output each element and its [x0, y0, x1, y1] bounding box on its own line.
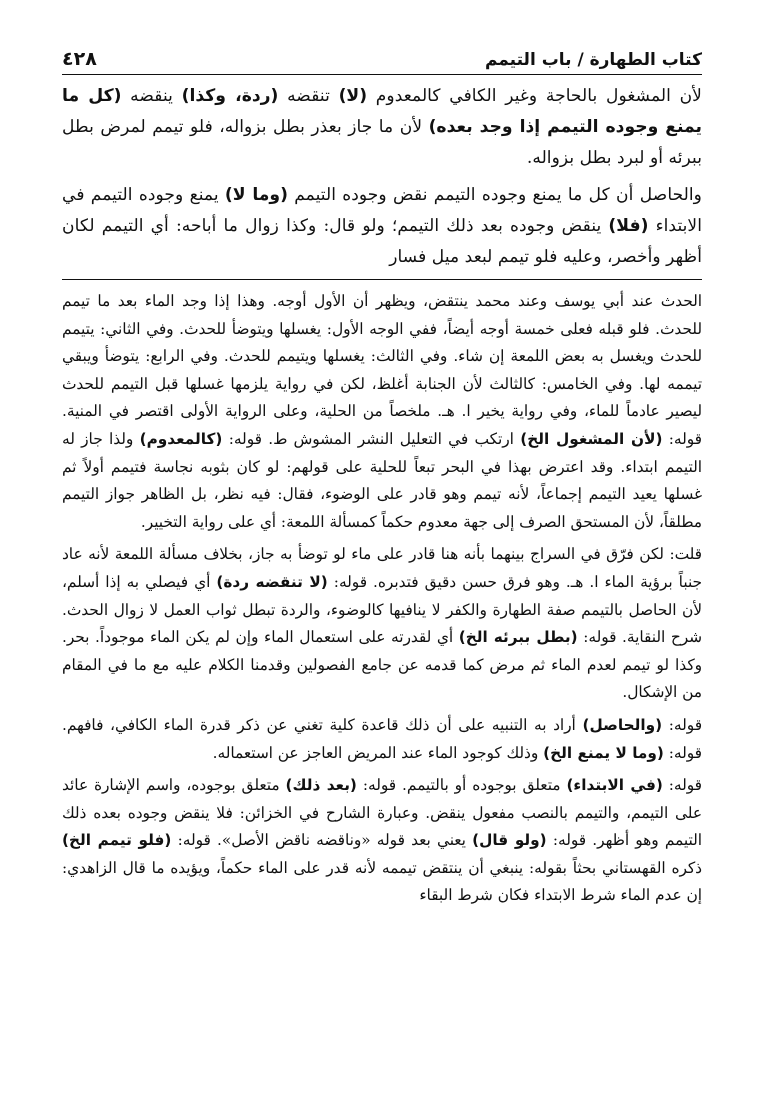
main-paragraph-1	[62, 81, 702, 174]
text-run: لأن المشغول بالحاجة وغير الكافي كالمعدوم	[367, 86, 702, 106]
bold-quoted-term: (لأن المشغول الخ)	[520, 429, 663, 448]
commentary-text	[62, 288, 702, 910]
text-run: قلت: لكن فرّق في السراج بينهما بأنه هنا قادر على ماء لو توضأ به جاز، بخلاف مسألة اللمعة لأنه عاد جنباً برؤية الماء ا. هـ. وهو فرق حسن دقيق فتدبره. قوله:	[62, 545, 703, 591]
running-title: كتاب الطهارة / باب التيمم	[484, 50, 702, 70]
text-run: ينقضه	[121, 86, 182, 106]
text-run: لأن ما جاز بعذر بطل بزواله، فلو تيمم لمرض بطل ببرئه أو لبرد بطل بزواله.	[62, 117, 702, 168]
bold-quoted-term: (فلو تيمم الخ)	[62, 831, 172, 850]
bold-quoted-term: (وما لا يمنع الخ)	[543, 743, 664, 762]
bold-quoted-term: (ردة، وكذا)	[181, 86, 279, 106]
text-separator-line	[62, 279, 702, 280]
main-text	[62, 81, 702, 273]
text-run: والحاصل أن كل ما يمنع وجوده التيمم نقض وجوده التيمم	[287, 185, 702, 205]
text-run: ولذا جاز له التيمم ابتداء. وقد اعترض بهذا في البحر تبعاً للحلية على قولهم: لو كان بثوبه نجاسة فتيمم أولاً ثم غسلها يعيد التيمم إجماعاً، لأنه تيمم وهو قادر على الوضوء، فقال: فيه نظر، بل الظاهر جواز التيمم مطلقاً، لأن المستحق الصرف إلى جهة معدوم حكماً كمسألة اللمعة: أي على رواية التخيير.	[62, 429, 702, 531]
bold-quoted-term: (لا تنقضه ردة)	[216, 572, 328, 591]
text-run: الحدث عند أبي يوسف وعند محمد ينتقض، ويظهر أن الأول أوجه. وهذا إذا وجد الماء بعد ما تيمم للحدث. فلو قبله فعلى خمسة أوجه أيضاً، ففي الوجه الأول: يغسلها ويتوضأ للحدث. وفي الثاني: يتيمم للحدث ويغسل به بعض اللمعة إن شاء. وفي الثالث: يغسلها ويتيمم للحدث. وفي الرابع: يتوضأ ويبقي تيممه لها. وفي الخامس: كالثالث لأن الجنابة أغلظ، لكن في رواية يلزمها غسلها قبل التيمم للحدث ليصير عادماً للماء، وفي رواية يخير ا. هـ. ملخصاً من الحلية، وعلى الرواية الأولى اقتصر في المنية. قوله:	[62, 292, 702, 448]
commentary-paragraph-4	[62, 772, 702, 910]
commentary-paragraph-2	[62, 541, 702, 707]
bold-quoted-term: (فلا)	[608, 216, 649, 236]
text-run: أي لقدرته على استعمال الماء وإن لم يكن الماء موجوداً. بحر. وكذا لو تيمم لعدم الماء ثم مرض كما قدمه عن جامع الفصولين وقدمنا الكلام عليه مع ما في المقام من الإشكال.	[62, 628, 702, 702]
bold-quoted-term: (بطل ببرئه الخ)	[458, 628, 578, 647]
text-run: ذكره القهستاني بحثاً بقوله: ينبغي أن ينتقض تيممه لأنه قدر على الماء حكماً، ويؤيده ما قال الزاهدي: إن عدم الماء شرط الابتداء فكان شرط البقاء	[62, 858, 702, 905]
bold-quoted-term: (والحاصل)	[582, 715, 663, 734]
page-header	[62, 40, 702, 75]
bold-quoted-term: (لا)	[338, 86, 368, 106]
bold-quoted-term: (بعد ذلك)	[285, 776, 357, 795]
text-run: وذلك كوجود الماء عند المريض العاجز عن استعماله.	[212, 743, 544, 762]
text-run: ينقض وجوده بعد ذلك التيمم؛ ولو قال: وكذا زوال ما أباحه: أي التيمم لكان أظهر وأخصر، وعليه فلو تيمم لبعد ميل فسار	[62, 216, 702, 267]
text-run: أراد به التنبيه على أن ذلك قاعدة كلية تغني عن ذكر قدرة الماء الكافي، فافهم. قوله:	[62, 715, 702, 762]
main-paragraph-2	[62, 180, 702, 273]
text-run: تنقضه	[278, 86, 339, 106]
text-run: متعلق بوجوده أو بالتيمم. قوله:	[356, 776, 567, 795]
bold-quoted-term: (كل ما يمنع وجوده التيمم إذا وجد بعده)	[62, 86, 702, 137]
commentary-paragraph-1	[62, 288, 702, 536]
text-run: قوله:	[662, 715, 703, 734]
bold-quoted-term: (كالمعدوم)	[139, 429, 223, 448]
bold-quoted-term: (وما لا)	[224, 185, 288, 205]
text-run: أي فيصلي به إذا أسلم، لأن الحاصل بالتيمم صفة الطهارة والكفر لا ينافيها كالوضوء، والردة تبطل ثواب العمل لا زوال الحدث. شرح النقاية. قوله:	[62, 572, 703, 647]
text-run: قوله:	[662, 776, 702, 795]
page-number: ٤٢٨	[62, 48, 97, 70]
bold-quoted-term: (في الابتداء)	[566, 776, 663, 795]
commentary-paragraph-3	[62, 712, 702, 767]
text-run: يمنع وجوده التيمم في الابتداء	[62, 185, 702, 236]
text-run: يعني بعد قوله «وناقضه ناقض الأصل». قوله:	[171, 831, 473, 850]
text-run: ارتكب في التعليل النشر المشوش ط. قوله:	[222, 429, 521, 448]
text-run: متعلق بوجوده، واسم الإشارة عائد على التيمم، والتيمم بالنصب مفعول ينقض. وعبارة الشارح في الخزائن: فلا ينقض وجوده بعده ذلك التيمم وهو أظهر. قوله:	[62, 776, 702, 850]
bold-quoted-term: (ولو قال)	[472, 831, 547, 850]
